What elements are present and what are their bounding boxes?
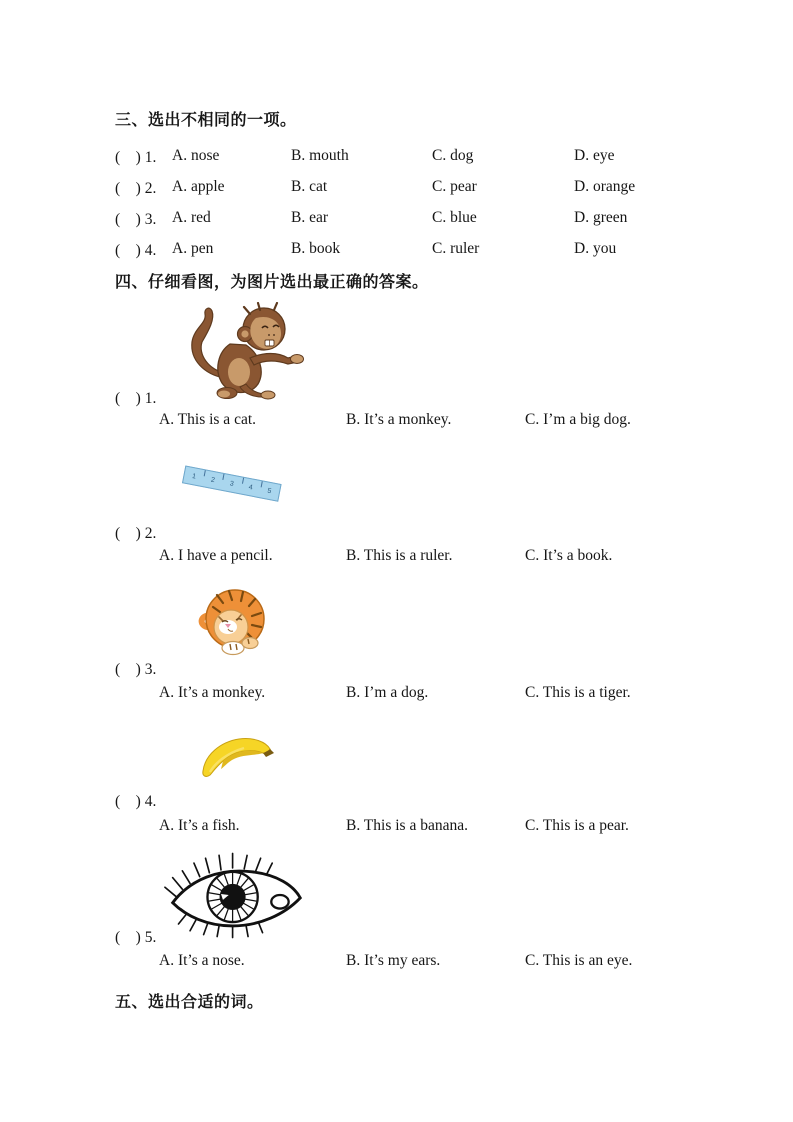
answer-bracket: ( ) 4. xyxy=(115,241,157,259)
monkey-illustration xyxy=(180,302,315,407)
option-c: C. ruler xyxy=(432,239,480,257)
options-row xyxy=(159,952,779,970)
option-b: B. It’s my ears. xyxy=(346,952,441,969)
option-a: A. This is a cat. xyxy=(159,411,257,428)
choice-row xyxy=(115,233,775,264)
options-row xyxy=(159,817,779,835)
option-b: B. ear xyxy=(291,208,329,226)
option-d: D. you xyxy=(574,239,617,257)
option-d: D. green xyxy=(574,208,628,226)
option-b: B. book xyxy=(291,239,341,257)
option-b: B. cat xyxy=(291,177,328,195)
option-a: A. red xyxy=(172,208,211,226)
answer-bracket: ( ) 1. xyxy=(115,148,157,166)
options-row xyxy=(159,411,779,429)
answer-bracket: ( ) 3. xyxy=(115,661,157,678)
tiger-illustration xyxy=(197,583,273,666)
option-c: C. This is a pear. xyxy=(525,817,629,834)
option-d: D. eye xyxy=(574,146,615,164)
section-three-title: 三、选出不相同的一项。 xyxy=(115,112,297,129)
option-a: A. I have a pencil. xyxy=(159,547,273,564)
answer-bracket: ( ) 2. xyxy=(115,525,157,542)
option-c: C. pear xyxy=(432,177,477,195)
eye-illustration xyxy=(163,845,308,950)
option-c: C. dog xyxy=(432,146,474,164)
option-d: D. orange xyxy=(574,177,636,195)
section-three-rows xyxy=(115,140,775,264)
option-a: A. It’s a fish. xyxy=(159,817,240,834)
option-b: B. This is a ruler. xyxy=(346,547,453,564)
options-row xyxy=(159,547,779,565)
option-a: A. It’s a monkey. xyxy=(159,684,266,701)
options-row xyxy=(159,684,779,702)
answer-bracket: ( ) 5. xyxy=(115,929,157,946)
option-a: A. nose xyxy=(172,146,220,164)
ruler-number: 1 xyxy=(191,472,197,481)
option-b: B. mouth xyxy=(291,146,349,164)
choice-row xyxy=(115,171,775,202)
option-c: C. I’m a big dog. xyxy=(525,411,631,428)
answer-bracket: ( ) 1. xyxy=(115,390,157,407)
ruler-number: 2 xyxy=(210,476,216,484)
option-c: C. blue xyxy=(432,208,477,226)
choice-row xyxy=(115,202,775,233)
option-c: C. This is a tiger. xyxy=(525,684,631,701)
option-a: A. It’s a nose. xyxy=(159,952,245,969)
option-c: C. It’s a book. xyxy=(525,547,613,564)
option-b: B. I’m a dog. xyxy=(346,684,429,701)
option-b: B. This is a banana. xyxy=(346,817,468,834)
option-a: A. pen xyxy=(172,239,214,257)
option-a: A. apple xyxy=(172,177,225,195)
ruler-body xyxy=(182,465,282,501)
option-c: C. This is an eye. xyxy=(525,952,633,969)
option-b: B. It’s a monkey. xyxy=(346,411,452,428)
ruler-number: 3 xyxy=(229,479,235,488)
ruler-number: 4 xyxy=(248,483,254,492)
ruler-number: 5 xyxy=(266,487,273,495)
answer-bracket: ( ) 4. xyxy=(115,793,157,810)
choice-row xyxy=(115,140,775,171)
answer-bracket: ( ) 3. xyxy=(115,210,157,228)
banana-illustration xyxy=(198,735,276,786)
ruler-illustration xyxy=(184,468,299,518)
answer-bracket: ( ) 2. xyxy=(115,179,157,197)
section-four-title: 四、仔细看图，为图片选出最正确的答案。 xyxy=(115,274,429,291)
section-five-title: 五、选出合适的词。 xyxy=(115,994,264,1011)
